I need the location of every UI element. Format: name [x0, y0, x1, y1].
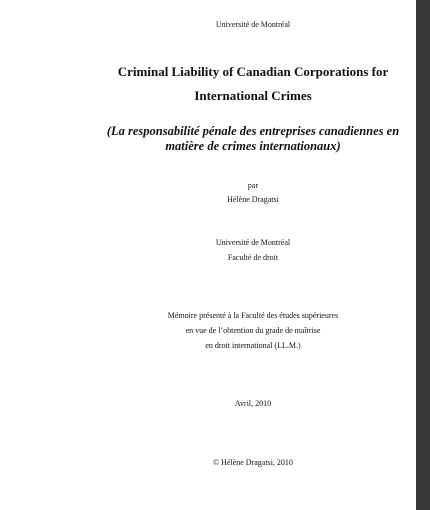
affiliation-faculty: Faculté de droit: [227, 253, 279, 262]
byline-par: par: [247, 181, 259, 190]
title-line-2: International Crimes: [194, 88, 312, 103]
header-institution: Université de Montréal: [215, 20, 291, 29]
subtitle-line-1: (La responsabilité pénale des entreprises canadiennes en: [106, 124, 400, 138]
title-line-1: Criminal Liability of Canadian Corporations for: [117, 64, 389, 79]
thesis-line-2: en vue de l’obtention du grade de maîtrise: [185, 326, 321, 335]
affiliation-university: Université de Montréal: [215, 238, 291, 247]
submission-date: Avril, 2010: [234, 399, 272, 408]
copyright-notice: © Hélène Dragatsi, 2010: [213, 458, 293, 467]
author-name: Hélène Dragatsi: [227, 195, 279, 204]
thesis-line-1: Mémoire présenté à la Faculté des études supérieures: [167, 311, 339, 320]
subtitle-line-2: matière de crimes internationaux): [165, 139, 341, 153]
thesis-line-3: en droit international (LL.M.): [205, 341, 301, 350]
